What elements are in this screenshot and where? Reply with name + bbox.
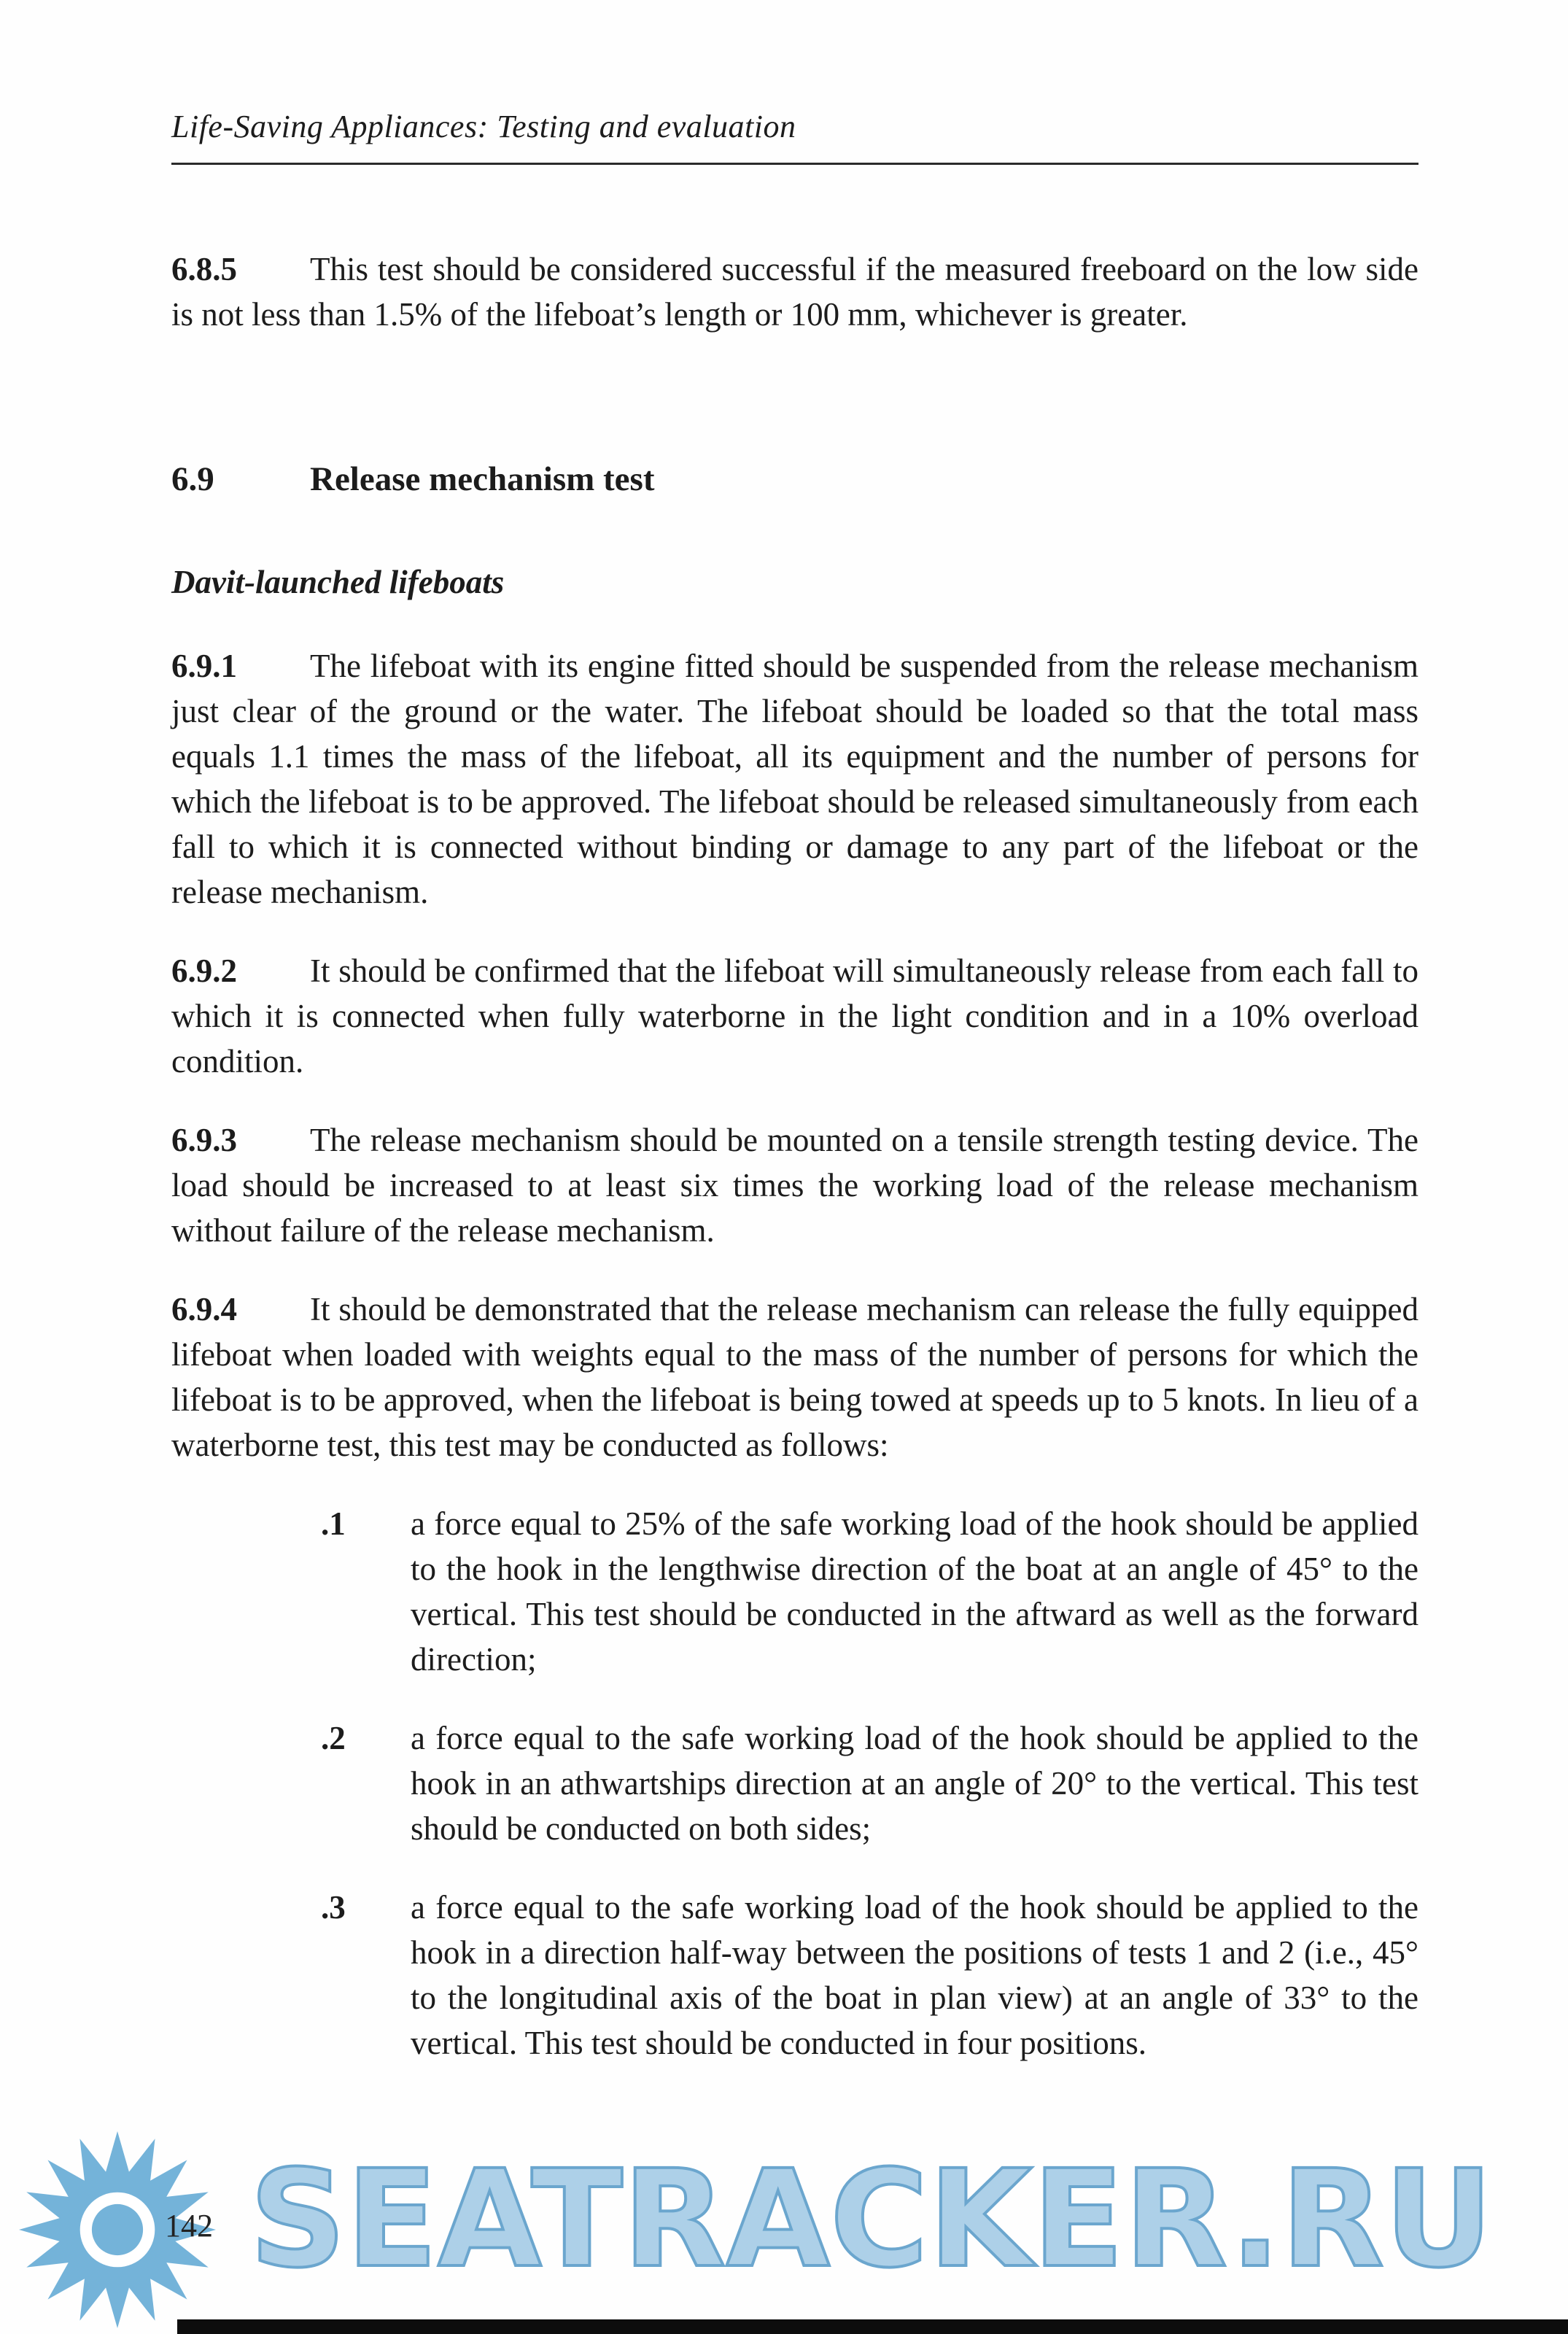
section-number: 6.9 bbox=[171, 460, 214, 498]
section-heading-6-9 bbox=[171, 460, 1418, 499]
header-rule bbox=[171, 163, 1418, 165]
list-item-text: a force equal to the safe working load of the hook should be applied to the hook in a direction half-way between the positions of tests 1 and 2 (i.e., 45° to the longitudinal axis of the boat in plan view) at an angle of 33° to the vertical. This test should be conducted in four positions. bbox=[411, 1889, 1418, 2061]
paragraph-text: The lifeboat with its engine fitted should be suspended from the release mechanism just clear of the ground or the water. The lifeboat should be loaded so that the total mass equals 1.1 times the mass of the lifeboat, all its equipment and the number of persons for which the lifeboat is to be approved. The lifeboat should be released simultaneously from each fall to which it is connected without binding or damage to any part of the lifeboat or the release mechanism. bbox=[171, 648, 1418, 910]
list-item-1 bbox=[321, 1501, 1418, 1682]
page-number: 142 bbox=[165, 2208, 213, 2244]
section-title: Release mechanism test bbox=[310, 460, 655, 498]
list-item-number: .1 bbox=[321, 1505, 346, 1542]
watermark-text: SEATRACKER.RU bbox=[249, 2141, 1494, 2298]
list-item-text: a force equal to the safe working load of the hook should be applied to the hook in an athwartships direction at an angle of 20° to the vertical. This test should be conducted on both sides; bbox=[411, 1720, 1418, 1847]
paragraph-text: This test should be considered successful if the measured freeboard on the low side is not less than 1.5% of the lifeboat’s length or 100 mm, whichever is greater. bbox=[171, 251, 1418, 333]
bottom-scan-bar bbox=[177, 2319, 1568, 2334]
paragraph-6-9-2 bbox=[171, 948, 1418, 1084]
paragraph-number: 6.8.5 bbox=[171, 251, 237, 287]
paragraph-6-9-3 bbox=[171, 1117, 1418, 1253]
list-item-number: .2 bbox=[321, 1720, 346, 1756]
list-item-number: .3 bbox=[321, 1889, 346, 1926]
paragraph-text: It should be demonstrated that the release mechanism can release the fully equipped lifeboat when loaded with weights equal to the mass of the number of persons for which the lifeboat is to be approved, when the lifeboat is being towed at speeds up to 5 knots. In lieu of a waterborne test, this test may be conducted as follows: bbox=[171, 1291, 1418, 1463]
paragraph-text: It should be confirmed that the lifeboat will simultaneously release from each fall to which it is connected when fully waterborne in the light condition and in a 10% overload condition. bbox=[171, 953, 1418, 1079]
paragraph-number: 6.9.2 bbox=[171, 953, 237, 989]
subsection-heading-davit: Davit-launched lifeboats bbox=[171, 564, 505, 600]
paragraph-6-8-5 bbox=[171, 247, 1418, 337]
paragraph-text: The release mechanism should be mounted on a tensile strength testing device. The load should be increased to at least six times the working load of the release mechanism without failure of the release mechanism. bbox=[171, 1122, 1418, 1249]
list-item-3 bbox=[321, 1885, 1418, 2066]
list-item-text: a force equal to 25% of the safe working load of the hook should be applied to the hook in the lengthwise direction of the boat at an angle of 45° to the vertical. This test should be conducted in the aftward as well as the forward direction; bbox=[411, 1505, 1418, 1678]
paragraph-number: 6.9.1 bbox=[171, 648, 237, 684]
paragraph-6-9-1 bbox=[171, 643, 1418, 915]
paragraph-6-9-4 bbox=[171, 1287, 1418, 1468]
list-item-2 bbox=[321, 1715, 1418, 1851]
paragraph-number: 6.9.3 bbox=[171, 1122, 237, 1158]
paragraph-number: 6.9.4 bbox=[171, 1291, 237, 1327]
running-header-title: Life-Saving Appliances: Testing and evaluation bbox=[171, 109, 796, 144]
